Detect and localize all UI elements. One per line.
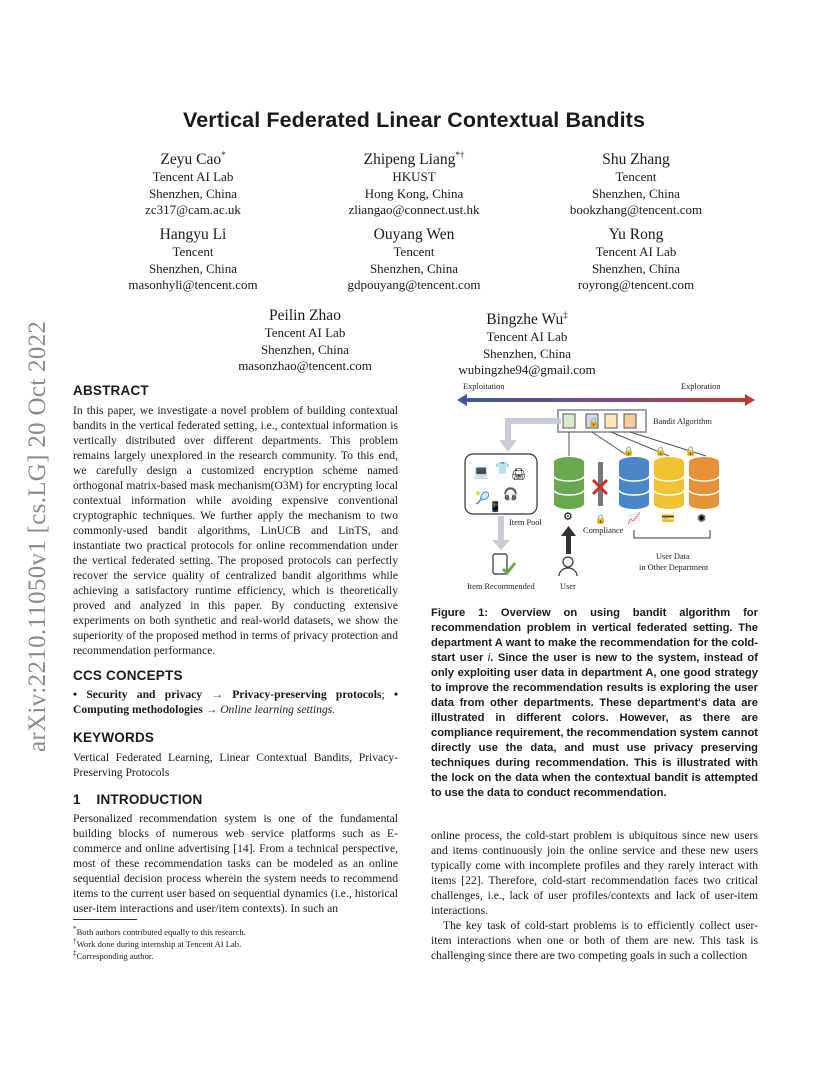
bandit-boxes — [558, 410, 646, 432]
caption-user-symbol: i — [487, 652, 491, 664]
footnote: *Both authors contributed equally to this research. — [73, 925, 246, 937]
gear-icon: ⚙ — [563, 510, 573, 523]
user-data-label-2: in Other Department — [639, 563, 709, 572]
footnote-rule — [73, 919, 137, 920]
author-block — [118, 225, 268, 294]
author-location: Hong Kong, China — [364, 185, 464, 201]
user-data-label: User Data — [656, 552, 690, 561]
exploration-label: Exploration — [681, 382, 721, 391]
author-email: gdpouyang@tencent.com — [347, 277, 481, 292]
database-blue — [619, 457, 649, 509]
paper-title: Vertical Federated Linear Contextual Bandits — [183, 108, 645, 132]
author-block — [118, 146, 268, 219]
section-number: 1 — [73, 792, 81, 807]
author-mark: ‡ — [563, 310, 568, 320]
bandit-algorithm-label: Bandit Algorithm — [653, 417, 712, 426]
lock-icon: 🔒 — [588, 418, 600, 428]
author-affiliation: Tencent — [393, 244, 435, 259]
ccs-item-italic: Online learning settings — [220, 703, 333, 716]
user-icon — [559, 557, 577, 576]
user-data-bracket — [634, 530, 710, 538]
author-name: Ouyang Wen — [373, 226, 455, 243]
author-name: Peilin Zhao — [269, 307, 341, 324]
laptop-icon: 💻 — [473, 465, 490, 480]
keywords-heading: KEYWORDS — [73, 730, 155, 745]
lock-icon: 🔒 — [655, 447, 667, 457]
author-mark: * — [221, 150, 226, 160]
ccs-item: • Computing methodologies — [73, 688, 398, 716]
author-location: Shenzhen, China — [148, 260, 238, 276]
intro-paragraph: online process, the cold-start problem is ubiquitous since new users and items continuously join the online service and these new users typically come with incomplete profiles and they rarely interact with items [22]. Therefore, cold-start recommendation faces two critical challenges, i.e., lack of user profiles/contexts and lack of user-item interactions. — [431, 829, 758, 917]
author-email: royrong@tencent.com — [577, 277, 695, 292]
item-pool — [465, 454, 537, 514]
database-orange — [689, 457, 719, 509]
bandit-to-pool-arrow — [499, 418, 561, 452]
author-name: Zhipeng Liang — [363, 151, 456, 169]
compliance-label: Compliance — [583, 526, 624, 535]
author-location: Shenzhen, China — [591, 185, 681, 201]
item-pool-label: Item Pool — [509, 518, 542, 527]
intro-right-text — [431, 828, 758, 963]
lock-icon: 🔒 — [623, 447, 635, 457]
author-block — [329, 225, 499, 294]
tennis-icon: 🎾 — [475, 491, 490, 505]
author-name: Shu Zhang — [602, 151, 670, 169]
author-email: zc317@cam.ac.uk — [145, 202, 241, 218]
section-title: INTRODUCTION — [96, 792, 203, 807]
abstract-text — [73, 403, 398, 658]
author-block — [329, 146, 499, 219]
printer-icon: 🖨 — [511, 467, 527, 481]
author-email: masonzhao@tencent.com — [238, 358, 372, 373]
author-block — [225, 306, 385, 375]
user-label: User — [560, 582, 576, 591]
author-name: Bingzhe Wu — [486, 311, 564, 329]
author-affiliation: HKUST — [392, 169, 436, 185]
exploration-arrow — [457, 394, 755, 406]
footnote: †Work done during internship at Tencent AI Lab. — [73, 937, 242, 949]
author-affiliation: Tencent AI Lab — [264, 325, 346, 340]
arxiv-stamp: arXiv:2210.11050v1 [cs.LG] 20 Oct 2022 — [24, 320, 51, 752]
author-location: Shenzhen, China — [369, 260, 459, 276]
database-yellow — [654, 457, 684, 509]
lock-icons — [623, 446, 696, 457]
author-location: Shenzhen, China — [260, 341, 350, 357]
author-block — [561, 146, 711, 219]
author-block — [561, 225, 711, 294]
lock-icon: 🔒 — [595, 515, 607, 525]
user-arrow — [561, 526, 576, 554]
intro-heading — [73, 792, 202, 807]
author-email: masonhyli@tencent.com — [128, 277, 258, 292]
author-name: Hangyu Li — [159, 226, 227, 243]
author-affiliation: Tencent — [172, 244, 214, 259]
abstract-paragraph: In this paper, we investigate a novel problem of building contextual bandits in the vertical federated setting, i.e., contextual information is vertically distributed over different departments. This problem remains largely unexplored in the research community. To this end, we carefully design a customized encryption scheme named orthogonal matrix-based mask mechanism(O3M) for encrypting local contextual information while avoiding expensive conventional cryptographic techniques. We further apply the mechanism to two commonly-used bandit algorithms, LinUCB and LinTS, and instantiate two practical protocols for online recommendation under the vertical federated setting. The proposed protocols can perfectly recover the service quality of centralized bandit algorithms while achieving a satisfactory runtime efficiency, which is theoretically proved and analyzed in this paper. By conducting extensive experiments on both synthetic and real-world datasets, we show the superiority of the proposed method in terms of privacy protection and recommendation performance. — [73, 404, 398, 657]
item-recommended-label: Item Recommended — [467, 582, 535, 591]
ccs-item: • Security and privacy → Privacy-preserving protocols — [73, 688, 382, 701]
author-affiliation: Tencent AI Lab — [595, 244, 677, 259]
author-name: Yu Rong — [608, 226, 664, 243]
author-email: zliangao@connect.ust.hk — [348, 202, 480, 218]
intro-paragraph: The key task of cold-start problems is to efficiently collect user-item interactions when one or both of them are new. This task is challenging since there are two competing goals in such a collection — [431, 919, 758, 962]
figure-1-diagram — [445, 372, 770, 594]
footnote: ‡Corresponding author. — [73, 949, 154, 961]
abstract-heading: ABSTRACT — [73, 383, 149, 398]
headphones-icon: 🎧 — [503, 487, 518, 501]
author-location: Shenzhen, China — [482, 345, 572, 361]
author-block — [444, 306, 610, 379]
keywords-text: Vertical Federated Learning, Linear Contextual Bandits, Privacy-Preserving Protocols — [73, 751, 398, 779]
shirt-icon: 👕 — [495, 461, 510, 475]
author-affiliation: Tencent AI Lab — [486, 329, 568, 345]
author-location: Shenzhen, China — [591, 260, 681, 276]
database-green — [554, 457, 584, 509]
payment-icon: 💳 — [661, 512, 675, 525]
author-email: bookzhang@tencent.com — [569, 202, 703, 218]
lock-icon: 🔒 — [685, 447, 697, 457]
caption-label: Figure 1: — [431, 607, 489, 619]
intro-left-text: Personalized recommendation system is one of the fundamental building blocks of numerous web service platforms such as E-commerce and online advertising [14]. From a technical perspective, most of these recommendation tasks can be modeled as an online sequential decision process wherein the system needs to recommend items to the current user based on sequential dynamics (i.e., historical user-item interactions and user/item contexts). In such an — [73, 812, 398, 915]
phone-icon: 📱 — [489, 502, 502, 513]
pool-to-recommended-arrow — [492, 516, 510, 550]
author-name: Zeyu Cao — [160, 151, 222, 169]
ccs-heading: CCS CONCEPTS — [73, 668, 183, 683]
author-location: Shenzhen, China — [148, 185, 238, 201]
figure-caption: Figure 1: Overview on using bandit algorithm for recommendation problem in vertical federated setting. The department A want to make the recommendation for the cold-start user i. Since the user is new to the system, instead of only exploiting user data in department A, one good strategy to improve the recommendation results is exploring the user data from other departments. These department's data are illustrated in different colors. However, as there are compliance requirement, the recommendation system cannot directly use the data, and must use privacy preserving techniques during recommendation. This is illustrated with the lock on the data when the contextual bandit is attempted to use the data to conduct recommendation. — [431, 607, 759, 799]
author-email: wubingzhe94@gmail.com — [458, 362, 596, 378]
network-icon: ✺ — [697, 512, 707, 525]
compliance-barrier — [593, 462, 607, 506]
author-affiliation: Tencent AI Lab — [152, 169, 234, 185]
exploitation-label: Exploitation — [463, 382, 505, 391]
ccs-text: • Security and privacy → Privacy-preserving protocols; • Computing methodologies → Online learning settings. — [73, 688, 398, 716]
chart-icon: 📈 — [627, 512, 641, 525]
author-mark: *† — [455, 150, 465, 160]
author-affiliation: Tencent — [615, 169, 657, 185]
item-recommended-icon — [493, 554, 515, 574]
